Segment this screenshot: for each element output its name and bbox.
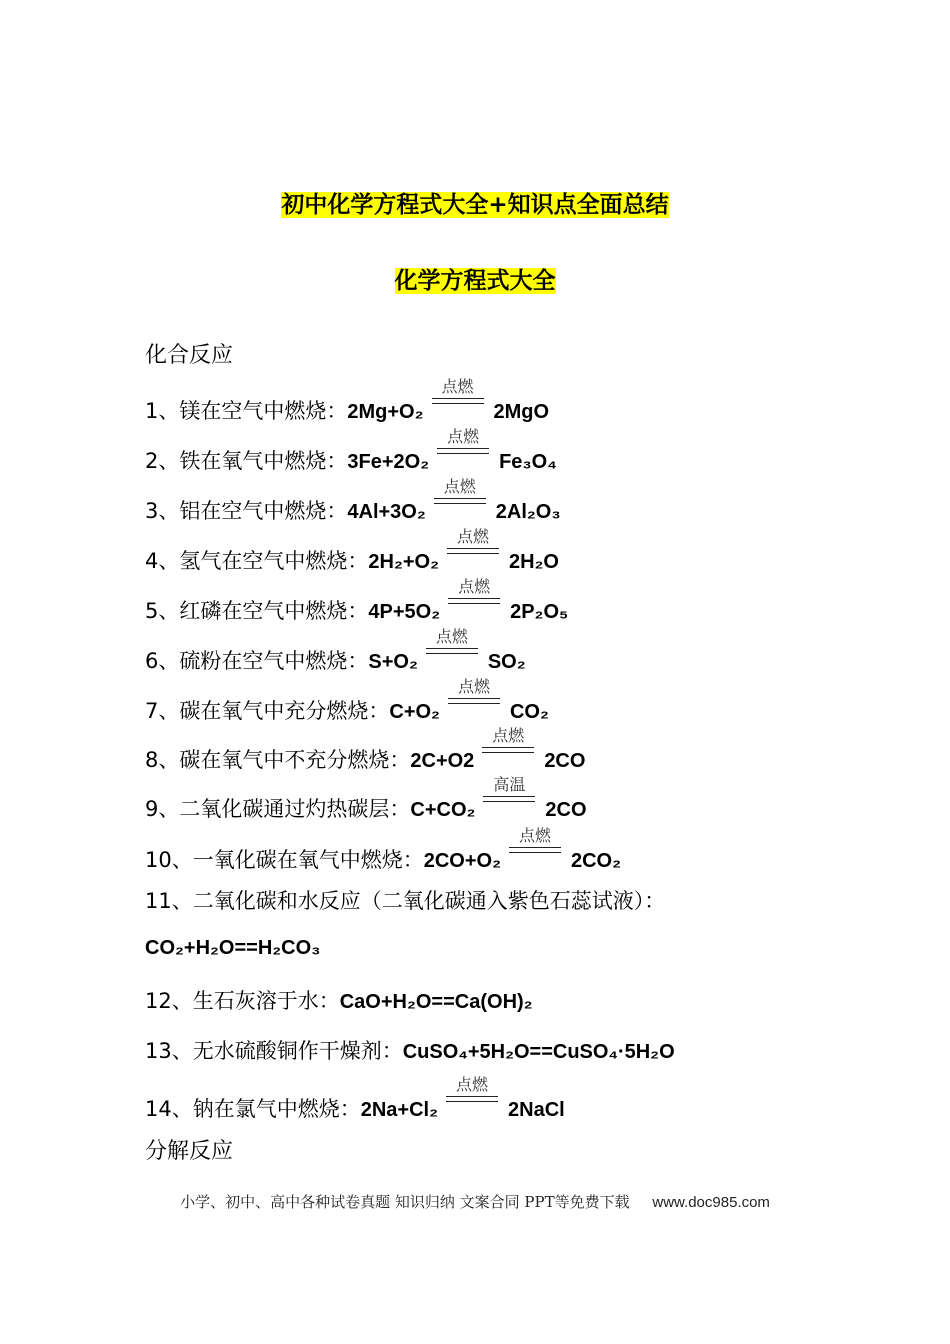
reaction-condition bbox=[447, 527, 499, 562]
equation-products: 2CO bbox=[545, 799, 587, 821]
equation-reactants: 2Na+Cl₂ bbox=[360, 1099, 438, 1121]
page-title-text: 初中化学方程式大全+知识点全面总结 bbox=[281, 192, 669, 218]
equation-description: 1、镁在空气中燃烧： bbox=[145, 399, 348, 423]
equation-formula: CuSO₄+5H₂O==CuSO₄·5H₂O bbox=[402, 1041, 675, 1063]
condition-label: 点燃 bbox=[457, 677, 490, 696]
equation-description: 13、无水硫酸铜作干燥剂： bbox=[145, 1039, 403, 1063]
equation-products: 2H₂O bbox=[508, 551, 559, 573]
equation-row bbox=[145, 726, 586, 774]
page-subtitle-text: 化学方程式大全 bbox=[394, 268, 556, 294]
condition-label: 点燃 bbox=[447, 427, 480, 446]
section-heading-decomposition: 分解反应 bbox=[145, 1139, 234, 1164]
equation-row bbox=[145, 577, 569, 625]
equation-reactants: 4P+5O₂ bbox=[368, 601, 441, 623]
condition-label: 点燃 bbox=[458, 577, 491, 596]
equation-reactants: 4Al+3O₂ bbox=[347, 501, 426, 523]
reaction-condition bbox=[448, 677, 500, 712]
reaction-condition bbox=[446, 1075, 498, 1110]
condition-label: 高温 bbox=[493, 775, 526, 794]
equation-row bbox=[145, 477, 561, 525]
equation-description: 5、红磷在空气中燃烧： bbox=[145, 599, 369, 623]
equation-formula: CO₂+H₂O==H₂CO₃ bbox=[145, 937, 321, 959]
reaction-condition bbox=[432, 377, 484, 412]
equation-row bbox=[145, 1075, 565, 1123]
condition-label: 点燃 bbox=[456, 527, 489, 546]
reaction-condition bbox=[448, 577, 500, 612]
equation-reactants: C+CO₂ bbox=[410, 799, 476, 821]
equation-row bbox=[145, 826, 621, 874]
equation-description: 2、铁在氧气中燃烧： bbox=[145, 449, 348, 473]
equation-products: 2NaCl bbox=[508, 1099, 565, 1121]
equation-row bbox=[145, 627, 526, 675]
equation-description: 11、二氧化碳和水反应（二氧化碳通入紫色石蕊试液）： bbox=[145, 889, 666, 913]
equation-products: 2CO bbox=[544, 750, 586, 772]
reaction-condition bbox=[426, 627, 478, 662]
equation-description: 8、碳在氧气中不充分燃烧： bbox=[145, 748, 411, 772]
equation-products: 2CO₂ bbox=[570, 850, 621, 872]
equation-reactants: 2Mg+O₂ bbox=[347, 401, 424, 423]
equation-products: SO₂ bbox=[487, 651, 526, 673]
equation-formula: CaO+H₂O==Ca(OH)₂ bbox=[339, 991, 533, 1013]
equation-products: 2MgO bbox=[493, 401, 550, 423]
condition-label: 点燃 bbox=[455, 1075, 488, 1094]
condition-label: 点燃 bbox=[435, 627, 468, 646]
equation-reactants: S+O₂ bbox=[368, 651, 418, 673]
equation-description: 6、硫粉在空气中燃烧： bbox=[145, 649, 369, 673]
equation-products: 2Al₂O₃ bbox=[495, 501, 561, 523]
footer-text: 小学、初中、高中各种试卷真题 知识归纳 文案合同 PPT等免费下载 bbox=[180, 1193, 630, 1211]
page-subtitle bbox=[0, 262, 950, 295]
equation-products: CO₂ bbox=[509, 701, 549, 723]
condition-label: 点燃 bbox=[441, 377, 474, 396]
reaction-condition bbox=[509, 826, 561, 861]
page-title bbox=[0, 186, 950, 219]
reaction-condition bbox=[434, 477, 486, 512]
reaction-condition bbox=[437, 427, 489, 462]
footer-link[interactable]: www.doc985.com bbox=[652, 1194, 770, 1211]
equation-description: 9、二氧化碳通过灼热碳层： bbox=[145, 797, 411, 821]
equation-reactants: 3Fe+2O₂ bbox=[347, 451, 430, 473]
condition-label: 点燃 bbox=[518, 826, 551, 845]
equation-row bbox=[145, 427, 557, 475]
page-footer bbox=[0, 1191, 950, 1212]
equation-row bbox=[145, 377, 550, 425]
equation-row bbox=[145, 885, 665, 915]
equation-products: 2P₂O₅ bbox=[510, 601, 569, 623]
equation-description: 14、钠在氯气中燃烧： bbox=[145, 1097, 361, 1121]
equation-row bbox=[145, 985, 533, 1015]
condition-label: 点燃 bbox=[492, 726, 525, 745]
condition-label: 点燃 bbox=[443, 477, 476, 496]
equation-description: 10、一氧化碳在氧气中燃烧： bbox=[145, 848, 424, 872]
equation-row bbox=[145, 677, 549, 725]
reaction-condition bbox=[483, 775, 535, 810]
equation-reactants: C+O₂ bbox=[389, 701, 440, 723]
equation-row bbox=[145, 1035, 675, 1065]
equation-products: Fe₃O₄ bbox=[499, 451, 557, 473]
equation-reactants: 2CO+O₂ bbox=[423, 850, 501, 872]
reaction-condition bbox=[482, 726, 534, 761]
section-heading-combination: 化合反应 bbox=[145, 343, 234, 368]
equation-description: 3、铝在空气中燃烧： bbox=[145, 499, 348, 523]
equation-row bbox=[145, 775, 587, 823]
equation-description: 7、碳在氧气中充分燃烧： bbox=[145, 699, 390, 723]
equation-reactants: 2C+O2 bbox=[410, 750, 475, 772]
equation-row bbox=[145, 527, 559, 575]
equation-description: 12、生石灰溶于水： bbox=[145, 989, 340, 1013]
equation-reactants: 2H₂+O₂ bbox=[368, 551, 439, 573]
equation-description: 4、氢气在空气中燃烧： bbox=[145, 549, 369, 573]
